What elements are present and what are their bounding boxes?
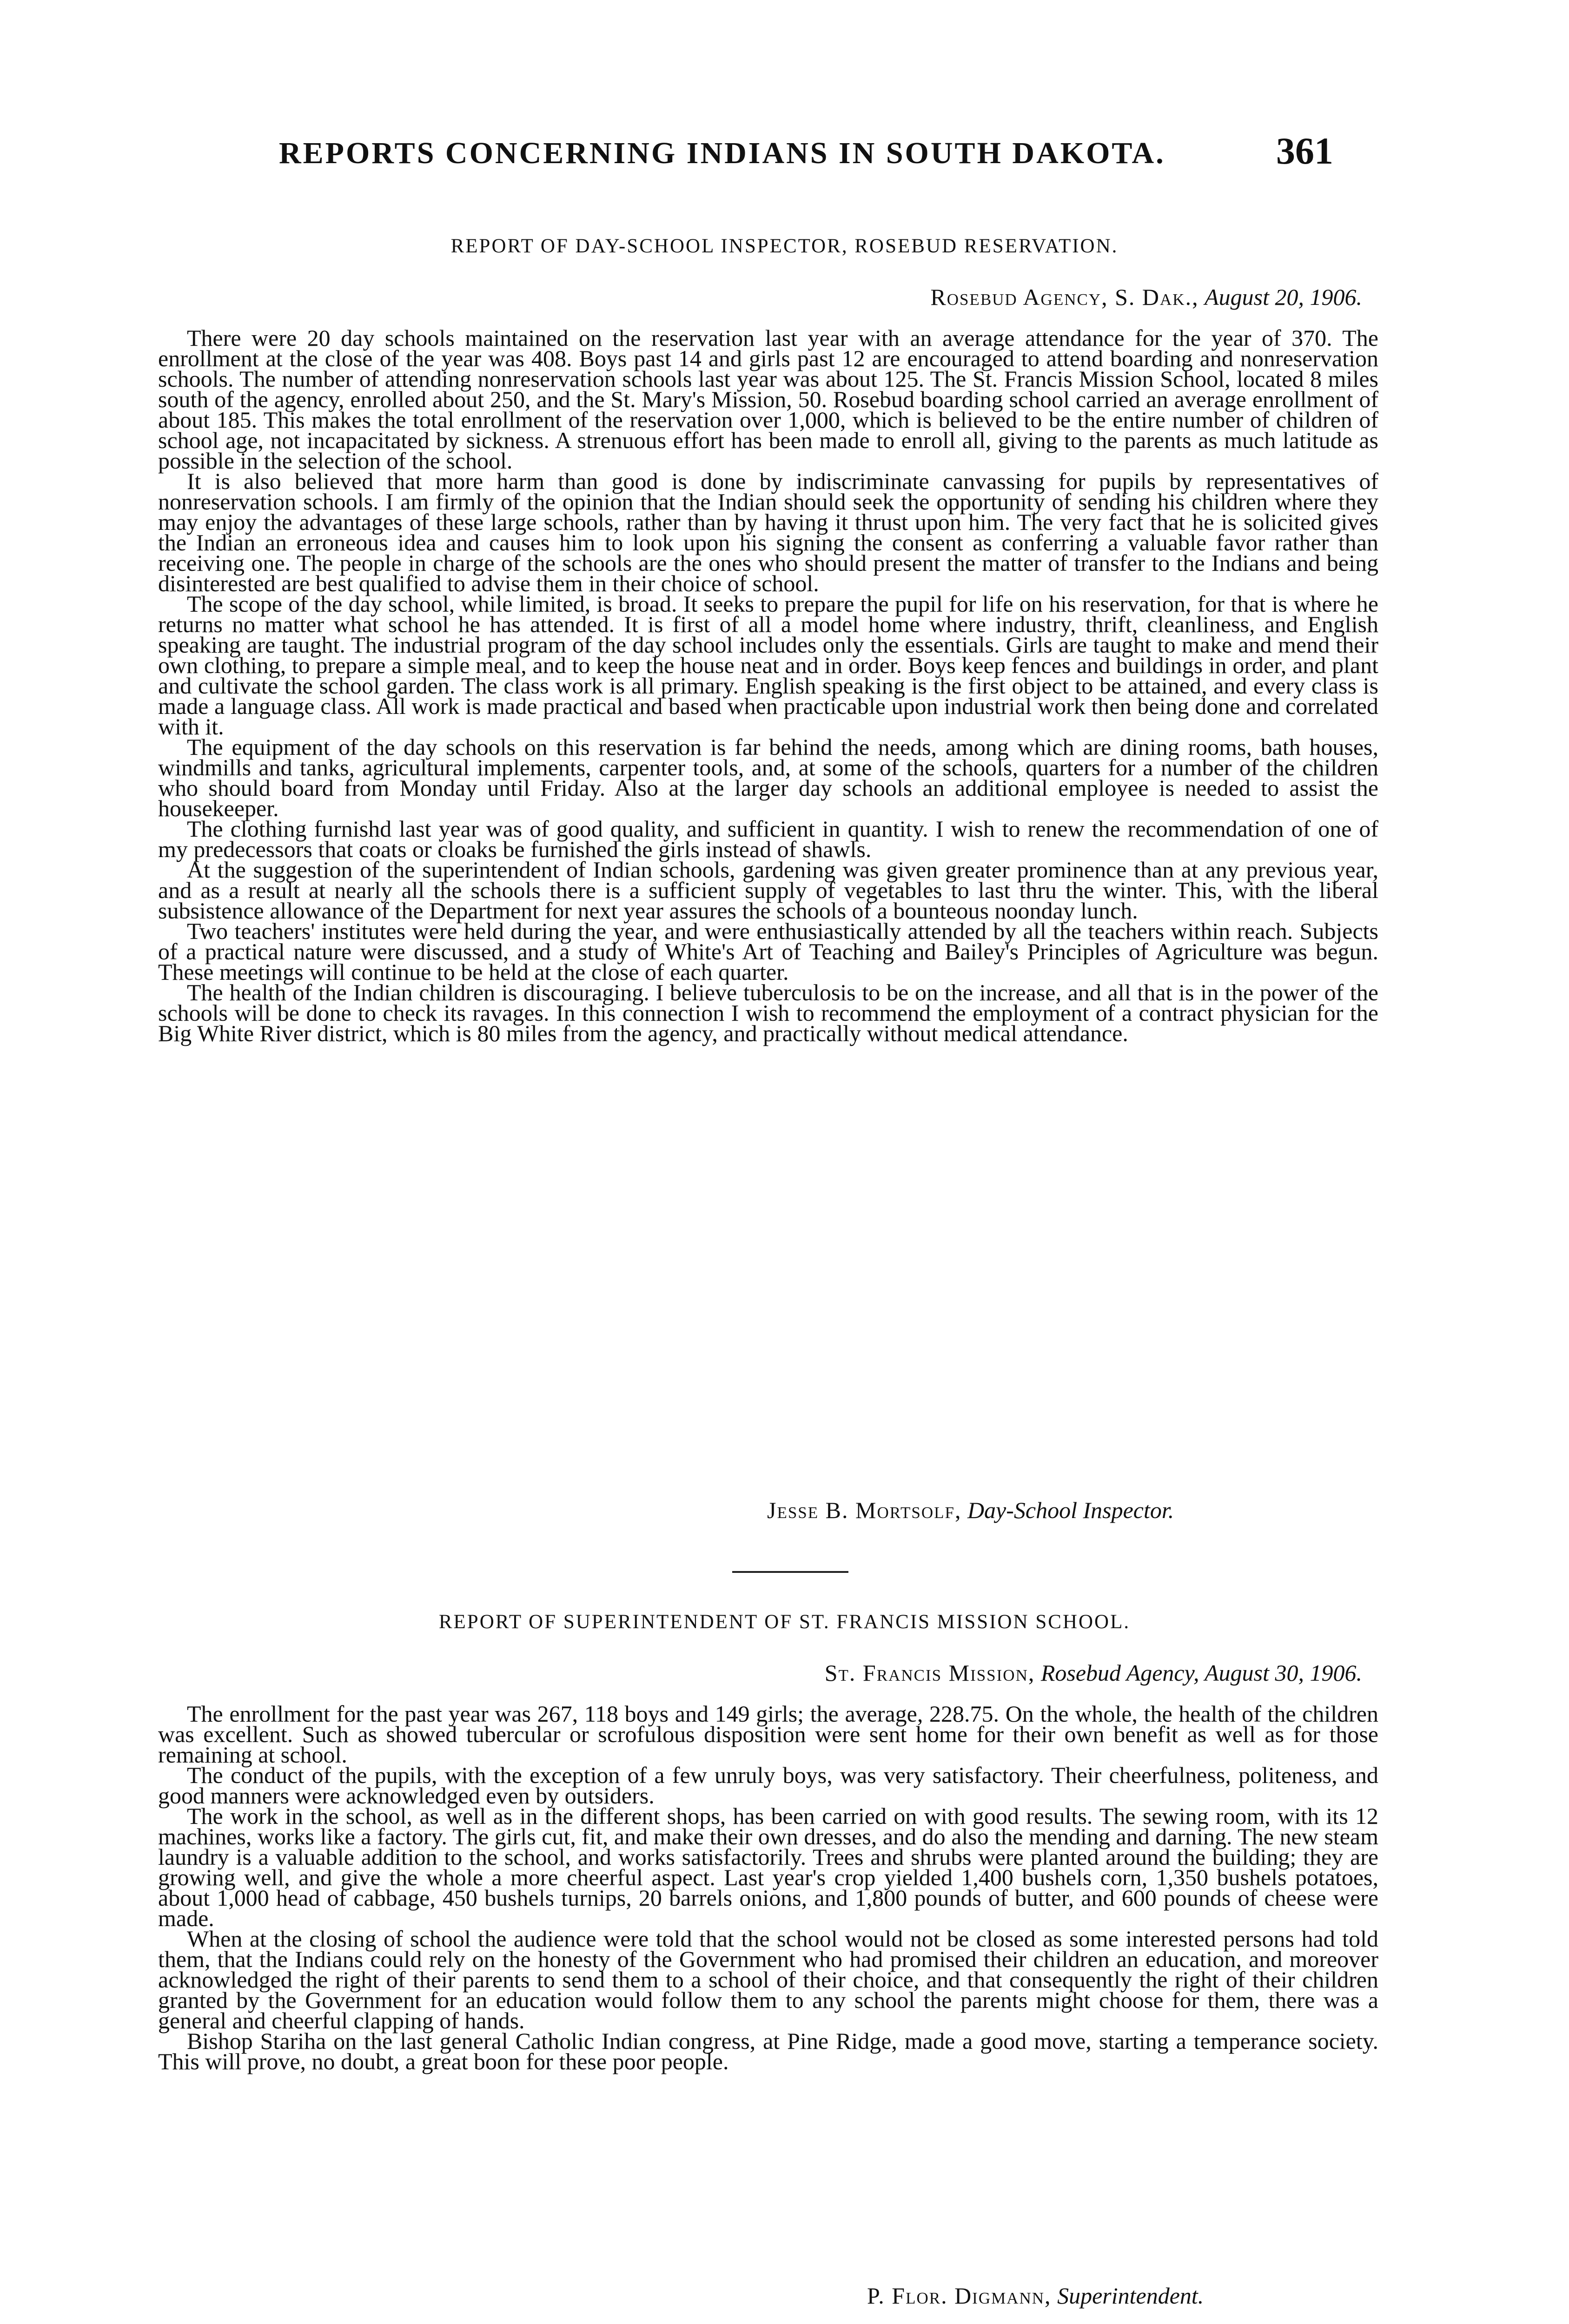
report-1-paragraph: The clothing furnishd last year was of good quality, and sufficient in quantity. I wish to renew the recommendation of one of my predecessors that coats or cloaks be furnished the girls instead of shawls. xyxy=(158,816,1378,862)
report-2-paragraph: The enrollment for the past year was 267, 118 boys and 149 girls; the average, 228.75. On the whole, the health of the children was excellent. Such as showed tubercular or scrofulous disposition were sent home for their own benefit as well as for those remaining at school. xyxy=(158,1701,1378,1768)
report-2-dateline-date: Rosebud Agency, August 30, 1906. xyxy=(1040,1660,1362,1686)
report-1-body xyxy=(158,325,1378,1046)
report-1-paragraph: Two teachers' institutes were held during the year, and were enthusiastically attended by all the teachers within reach. Subjects of a practical nature were discussed, and a study of White's Art of Teaching and Bailey's Principles of Agriculture was begun. These meetings will continue to be held at the close of each quarter. xyxy=(158,918,1378,985)
report-2-signature-name: P. Flor. Digmann, xyxy=(867,2283,1052,2309)
report-2-paragraph: The conduct of the pupils, with the exception of a few unruly boys, was very satisfactory. Their cheerfulness, politeness, and good manners were acknowledged even by outsiders. xyxy=(158,1762,1378,1809)
report-1-signature xyxy=(767,1497,1174,1524)
report-2-title: REPORT OF SUPERINTENDENT OF ST. FRANCIS MISSION SCHOOL. xyxy=(438,1611,1131,1633)
report-1-signature-title: Day-School Inspector. xyxy=(967,1497,1174,1523)
report-1-dateline-date: August 20, 1906. xyxy=(1205,284,1362,310)
running-title: REPORTS CONCERNING INDIANS IN SOUTH DAKOTA. xyxy=(279,136,1165,170)
report-2-body xyxy=(158,1703,1378,2072)
report-1-dateline-place: Rosebud Agency, S. Dak., xyxy=(930,284,1199,310)
report-1-paragraph: It is also believed that more harm than good is done by indiscriminate canvassing for pupils by representatives of nonreservation schools. I am firmly of the opinion that the Indian should seek the opportunity of sending his children where they may enjoy the advantages of these large schools, rather than by having it thrust upon him. The very fact that he is solicited gives the Indian an erroneous idea and causes him to look upon his signing the consent as conferring a valuable favor rather than receiving one. The people in charge of the schools are the ones who should present the matter of transfer to the Indians and being disinterested are best qualified to advise them in their choice of school. xyxy=(158,468,1378,596)
report-1-paragraph: At the suggestion of the superintendent of Indian schools, gardening was given greater prominence than at any previous year, and as a result at nearly all the schools there is a sufficient supply of vegetables to last thru the winter. This, with the liberal subsistence allowance of the Department for next year assures the schools of a bounteous noonday lunch. xyxy=(158,857,1378,924)
report-1-signature-name: Jesse B. Mortsolf, xyxy=(767,1497,962,1523)
page-number: 361 xyxy=(1276,130,1333,172)
report-2-dateline-place: St. Francis Mission, xyxy=(824,1660,1035,1686)
report-1-title: REPORT OF DAY-SCHOOL INSPECTOR, ROSEBUD RESERVATION. xyxy=(450,235,1119,257)
report-1-paragraph: There were 20 day schools maintained on the reservation last year with an average attendance for the year of 370. The enrollment at the close of the year was 408. Boys past 14 and girls past 12 are encouraged to attend boarding and nonreservation schools. The number of attending nonreservation schools last year was about 125. The St. Francis Mission School, located 8 miles south of the agency, enrolled about 250, and the St. Mary's Mission, 50. Rosebud boarding school carried an average enrollment of about 185. This makes the total enrollment of the reservation over 1,000, which is believed to be the entire number of children of school age, not incapacitated by sickness. A strenuous effort has been made to enroll all, giving to the parents as much latitude as possible in the selection of the school. xyxy=(158,325,1378,474)
report-1-paragraph: The equipment of the day schools on this reservation is far behind the needs, among which are dining rooms, bath houses, windmills and tanks, agricultural implements, carpenter tools, and, at some of the schools, quarters for a number of the children who should board from Monday until Friday. Also at the larger day schools an additional employee is needed to assist the housekeeper. xyxy=(158,734,1378,821)
section-divider xyxy=(732,1571,848,1573)
report-2-dateline xyxy=(825,1659,1362,1686)
report-1-dateline xyxy=(930,284,1362,310)
report-2-signature-title: Superintendent. xyxy=(1057,2283,1204,2309)
report-2-paragraph: Bishop Stariha on the last general Catholic Indian congress, at Pine Ridge, made a good move, starting a temperance society. This will prove, no doubt, a great boon for these poor people. xyxy=(158,2028,1378,2074)
report-2-paragraph: When at the closing of school the audience were told that the school would not be closed as some interested persons had told them, that the Indians could rely on the honesty of the Government who had promised their children an education, and moreover acknowledged the right of their parents to send them to a school of their choice, and that consequently the right of their children granted by the Government for an education would follow them to any school the parents might choose for them, there was a general and cheerful clapping of hands. xyxy=(158,1926,1378,2034)
report-2-signature xyxy=(867,2282,1204,2309)
report-2-paragraph: The work in the school, as well as in the different shops, has been carried on with good results. The sewing room, with its 12 machines, works like a factory. The girls cut, fit, and make their own dresses, and do also the mending and darning. The new steam laundry is a valuable addition to the school, and works satisfactorily. Trees and shrubs were planted around the building; they are growing well, and give the whole a more cheerful aspect. Last year's crop yielded 1,400 bushels corn, 1,350 bushels potatoes, about 1,000 head of cabbage, 450 bushels turnips, 20 barrels onions, and 1,800 pounds of butter, and 600 pounds of cheese were made. xyxy=(158,1803,1378,1931)
report-1-paragraph: The scope of the day school, while limited, is broad. It seeks to prepare the pupil for life on his reservation, for that is where he returns no matter what school he has attended. It is first of all a model home where industry, thrift, cleanliness, and English speaking are taught. The industrial program of the day school includes only the essentials. Girls are taught to make and mend their own clothing, to prepare a simple meal, and to keep the house neat and in order. Boys keep fences and buildings in order, and plant and cultivate the school garden. The class work is all primary. English speaking is the first object to be attained, and every class is made a language class. All work is made practical and based when practicable upon industrial work then being done and correlated with it. xyxy=(158,591,1378,739)
report-1-paragraph: The health of the Indian children is discouraging. I believe tuberculosis to be on the increase, and all that is in the power of the schools will be done to check its ravages. In this connection I wish to recommend the employment of a contract physician for the Big White River district, which is 80 miles from the agency, and practically without medical attendance. xyxy=(158,979,1378,1046)
